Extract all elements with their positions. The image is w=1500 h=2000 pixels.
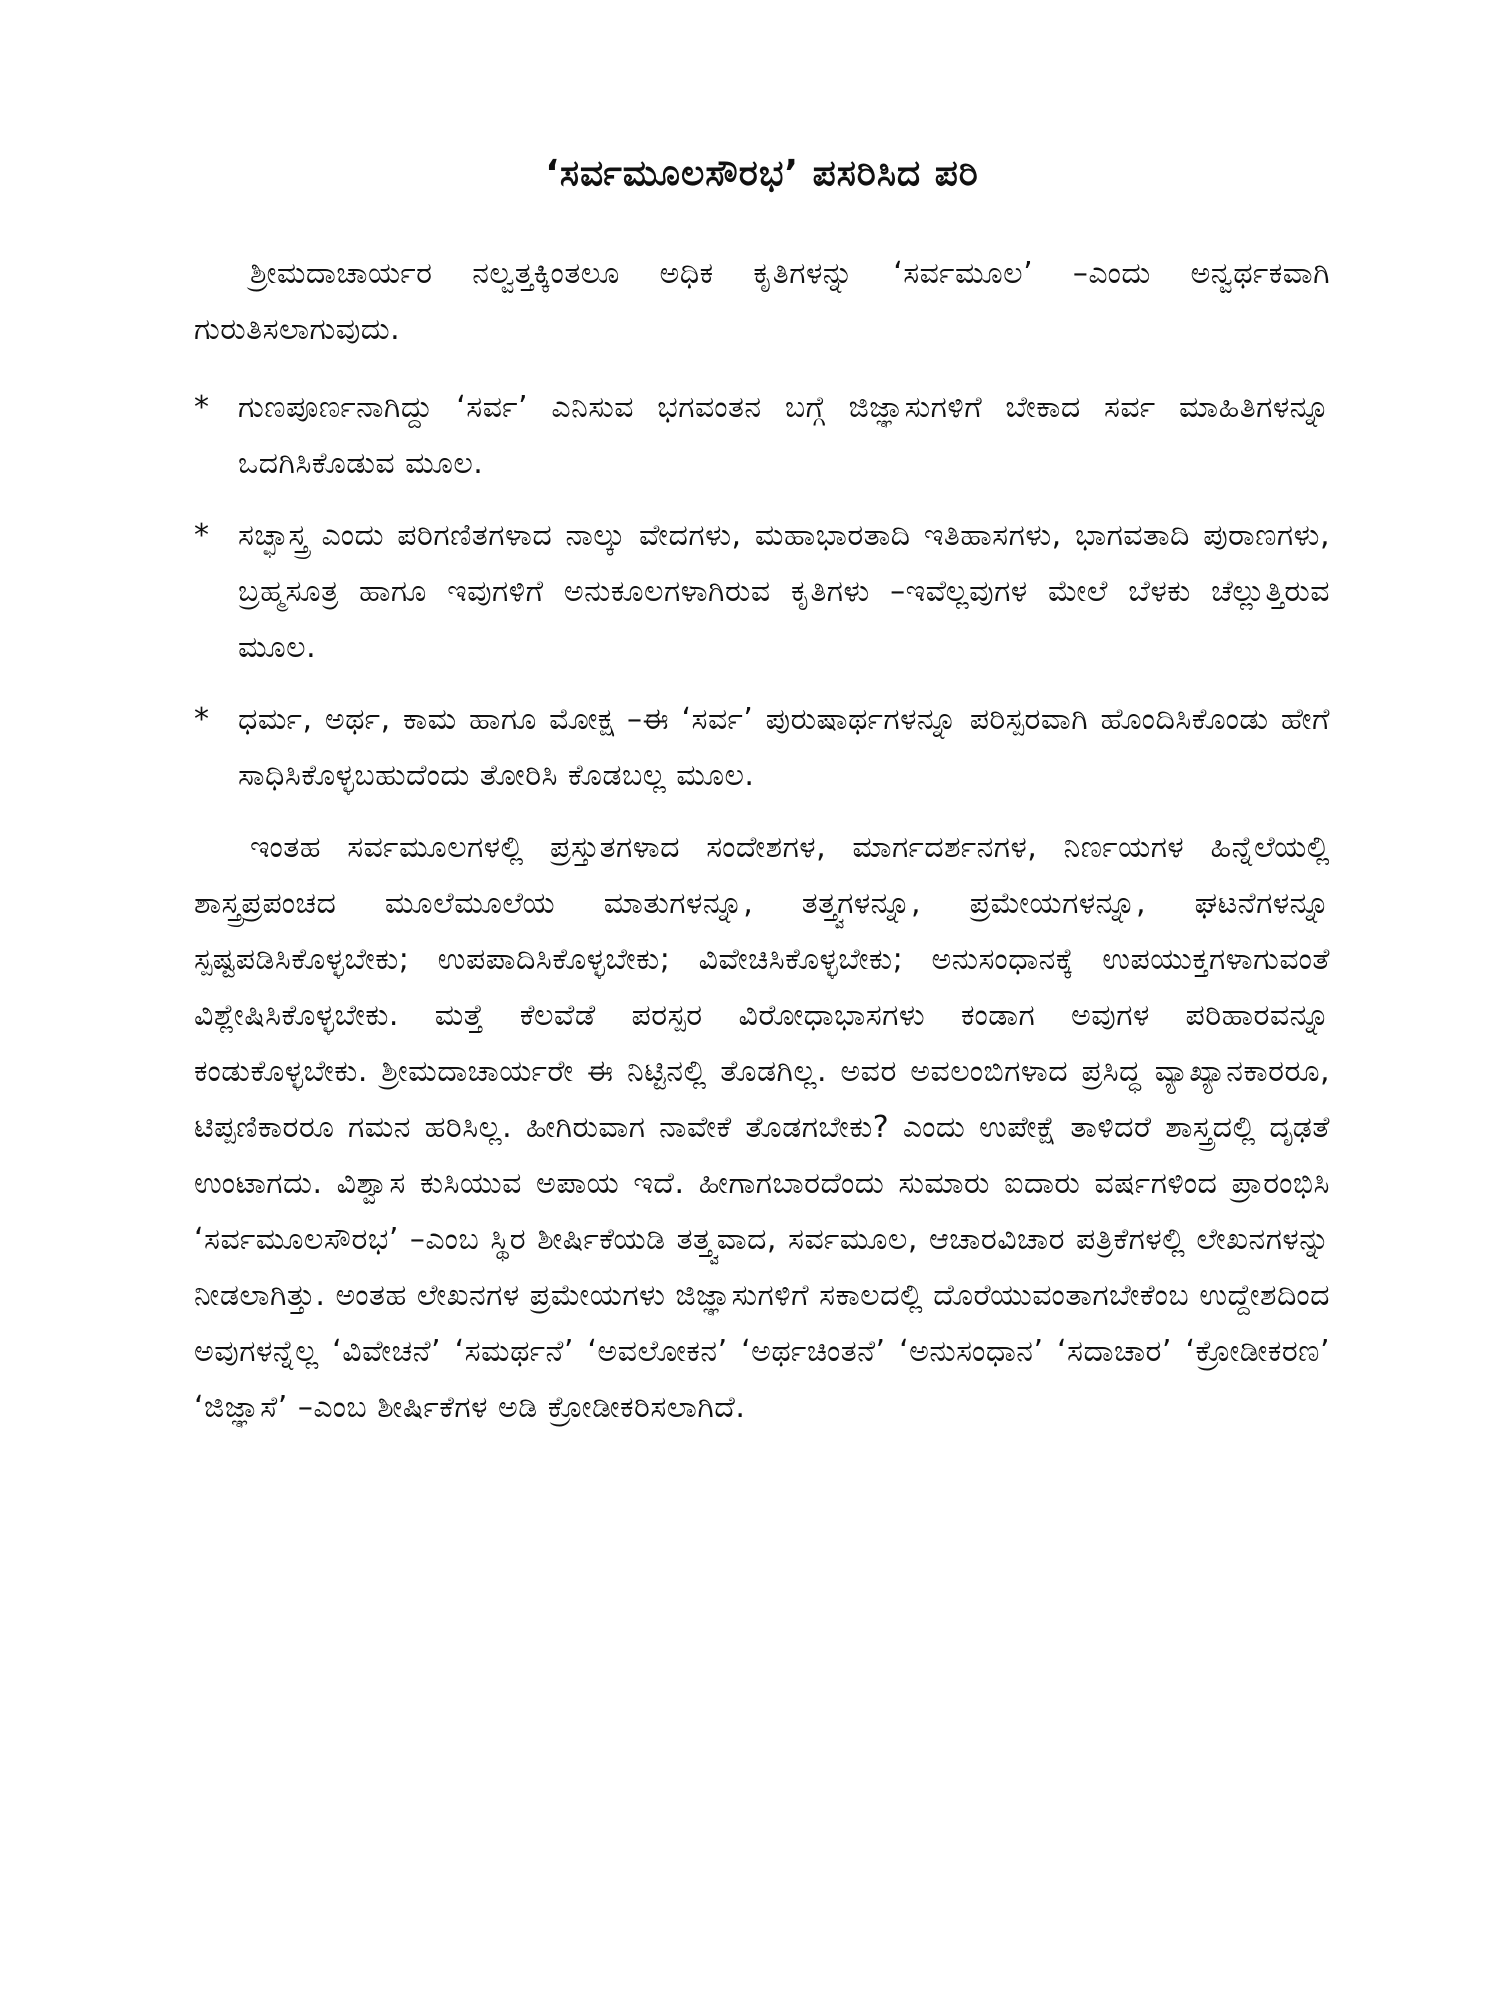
body-paragraph: ಇಂತಹ ಸರ್ವಮೂಲಗಳಲ್ಲಿ ಪ್ರಸ್ತುತಗಳಾದ ಸಂದೇಶಗಳ, ಮಾರ್ಗದರ್ಶನಗಳ, ನಿರ್ಣಯಗಳ ಹಿನ್ನೆಲೆಯಲ್ಲಿ ಶಾಸ್ತ್ರಪ್ರಪಂಚದ ಮೂಲೆಮೂಲೆಯ ಮಾತುಗಳನ್ನೂ, ತತ್ತ್ವಗಳನ್ನೂ, ಪ್ರಮೇಯಗಳನ್ನೂ, ಘಟನೆಗಳನ್ನೂ ಸ್ಪಷ್ಟಪಡಿಸಿಕೊಳ್ಳಬೇಕು; ಉಪಪಾದಿಸಿಕೊಳ್ಳಬೇಕು; ವಿವೇಚಿಸಿಕೊಳ್ಳಬೇಕು; ಅನುಸಂಧಾನಕ್ಕೆ ಉಪಯುಕ್ತಗಳಾಗುವಂತೆ ವಿಶ್ಲೇಷಿಸಿಕೊಳ್ಳಬೇಕು. ಮತ್ತೆ ಕೆಲವೆಡೆ ಪರಸ್ಪರ ವಿರೋಧಾಭಾಸಗಳು ಕಂಡಾಗ ಅವುಗಳ ಪರಿಹಾರವನ್ನೂ ಕಂಡುಕೊಳ್ಳಬೇಕು. ಶ್ರೀಮದಾಚಾರ್ಯರೇ ಈ ನಿಟ್ಟಿನಲ್ಲಿ ತೊಡಗಿಲ್ಲ. ಅವರ ಅವಲಂಬಿಗಳಾದ ಪ್ರಸಿದ್ಧ ವ್ಯಾಖ್ಯಾನಕಾರರೂ, ಟಿಪ್ಪಣಿಕಾರರೂ ಗಮನ ಹರಿಸಿಲ್ಲ. ಹೀಗಿರುವಾಗ ನಾವೇಕೆ ತೊಡಗಬೇಕು? ಎಂದು ಉಪೇಕ್ಷೆ ತಾಳಿದರೆ ಶಾಸ್ತ್ರದಲ್ಲಿ ದೃಢತೆ ಉಂಟಾಗದು. ವಿಶ್ವಾಸ ಕುಸಿಯುವ ಅಪಾಯ ಇದೆ. ಹೀಗಾಗಬಾರದೆಂದು ಸುಮಾರು ಐದಾರು ವರ್ಷಗಳಿಂದ ಪ್ರಾರಂಭಿಸಿ ‘ಸರ್ವಮೂಲಸೌರಭ’ –ಎಂಬ ಸ್ಥಿರ ಶೀರ್ಷಿಕೆಯಡಿ ತತ್ತ್ವವಾದ, ಸರ್ವಮೂಲ, ಆಚಾರವಿಚಾರ ಪತ್ರಿಕೆಗಳಲ್ಲಿ ಲೇಖನಗಳನ್ನು ನೀಡಲಾಗಿತ್ತು. ಅಂತಹ ಲೇಖನಗಳ ಪ್ರಮೇಯಗಳು ಜಿಜ್ಞಾಸುಗಳಿಗೆ ಸಕಾಲದಲ್ಲಿ ದೊರೆಯುವಂತಾಗಬೇಕೆಂಬ ಉದ್ದೇಶದಿಂದ ಅವುಗಳನ್ನೆಲ್ಲ ‘ವಿವೇಚನೆ’ ‘ಸಮರ್ಥನೆ’ ‘ಅವಲೋಕನ’ ‘ಅರ್ಥಚಿಂತನೆ’ ‘ಅನುಸಂಧಾನ’ ‘ಸದಾಚಾರ’ ‘ಕ್ರೋಡೀಕರಣ’ ‘ಜಿಜ್ಞಾಸೆ’ –ಎಂಬ ಶೀರ್ಷಿಕೆಗಳ ಅಡಿ ಕ್ರೋಡೀಕರಿಸಲಾಗಿದೆ. — [194, 830, 1330, 1425]
intro-paragraph: ಶ್ರೀಮದಾಚಾರ್ಯರ ನಲ್ವತ್ತಕ್ಕಿಂತಲೂ ಅಧಿಕ ಕೃತಿಗಳನ್ನು ‘ಸರ್ವಮೂಲ’ –ಎಂದು ಅನ್ವರ್ಥಕವಾಗಿ ಗುರುತಿಸಲಾಗುವುದು. — [194, 256, 1330, 347]
asterisk-bullet-icon: * — [194, 702, 209, 737]
bullet-text: ಧರ್ಮ, ಅರ್ಥ, ಕಾಮ ಹಾಗೂ ಮೋಕ್ಷ –ಈ ‘ಸರ್ವ’ ಪುರುಷಾರ್ಥಗಳನ್ನೂ ಪರಿಸ್ಪರವಾಗಿ ಹೊಂದಿಸಿಕೊಂಡು ಹೇಗೆ ಸಾಧಿಸಿಕೊಳ್ಳಬಹುದೆಂದು ತೋರಿಸಿ ಕೊಡಬಲ್ಲ ಮೂಲ. — [238, 702, 1330, 793]
asterisk-bullet-icon: * — [194, 518, 209, 553]
list-item — [194, 692, 1330, 804]
bullet-list — [194, 380, 1330, 804]
bullet-text: ಸಚ್ಛಾಸ್ತ್ರ ಎಂದು ಪರಿಗಣಿತಗಳಾದ ನಾಲ್ಕು ವೇದಗಳು, ಮಹಾಭಾರತಾದಿ ಇತಿಹಾಸಗಳು, ಭಾಗವತಾದಿ ಪುರಾಣಗಳು, ಬ್ರಹ್ಮಸೂತ್ರ ಹಾಗೂ ಇವುಗಳಿಗೆ ಅನುಕೂಲಗಳಾಗಿರುವ ಕೃತಿಗಳು –ಇವೆಲ್ಲವುಗಳ ಮೇಲೆ ಬೆಳಕು ಚೆಲ್ಲುತ್ತಿರುವ ಮೂಲ. — [238, 518, 1330, 665]
bullet-text: ಗುಣಪೂರ್ಣನಾಗಿದ್ದು ‘ಸರ್ವ’ ಎನಿಸುವ ಭಗವಂತನ ಬಗ್ಗೆ ಜಿಜ್ಞಾಸುಗಳಿಗೆ ಬೇಕಾದ ಸರ್ವ ಮಾಹಿತಿಗಳನ್ನೂ ಒದಗಿಸಿಕೊಡುವ ಮೂಲ. — [238, 390, 1330, 481]
list-item — [194, 380, 1330, 492]
page-title: ‘ಸರ್ವಮೂಲಸೌರಭ’ ಪಸರಿಸಿದ ಪರಿ — [545, 153, 979, 194]
asterisk-bullet-icon: * — [194, 390, 209, 425]
list-item — [194, 508, 1330, 676]
